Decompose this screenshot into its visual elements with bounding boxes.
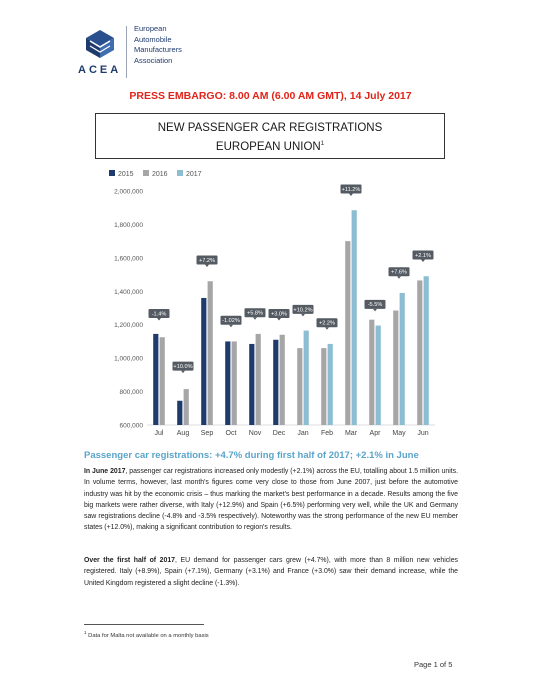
logo-line: European	[134, 24, 167, 33]
chart-title-line2: EUROPEAN UNION$^1$	[215, 140, 325, 153]
logo-text	[134, 24, 182, 66]
paragraph-text: , passenger car registrations increased only modestly (+2.1%) across the EU, totalling about 1.5 million units. In volume terms, however, last month's figures come very close to those from June 2007, just before the automotive industry was hit by the economic crisis – thus marking the market's best performance in a decade. Results among the five big markets were rather diverse, with Italy (+12.9%) and Spain (+6.5%) performing very well, while the UK and Germany saw registrations decline (-4.8% and -3.5% respectively). Noteworthy was the strong performance of the new EU member states (+12.0%), making a significant contribution to region's results.	[84, 468, 458, 532]
chart-title-box	[95, 113, 445, 159]
legend-swatch	[109, 170, 115, 176]
paragraph-june	[84, 466, 458, 534]
bar-2017	[328, 344, 333, 425]
paragraph-lead: In June 2017	[84, 468, 126, 475]
y-tick-label: 1,600,000	[114, 255, 143, 263]
acea-logo	[78, 24, 278, 84]
bar-2016	[160, 337, 165, 425]
legend-swatch	[177, 170, 183, 176]
bar-2016	[369, 320, 374, 425]
bar-2015	[225, 341, 230, 425]
section-subheading: Passenger car registrations: +4.7% during first half of 2017; +2.1% in June	[84, 450, 419, 461]
y-tick-label: 2,000,000	[114, 188, 143, 196]
bar-2016	[393, 311, 398, 425]
paragraph-text: , EU demand for passenger cars grew (+4.7%), with more than 8 million new vehicles registered. Italy (+8.9%), Spain (+7.1%), Germany (+3.1%) and France (+3.0%) saw their demand increase, while the United Kingdom registered a slight decline (-1.3%).	[84, 557, 458, 587]
annotation-label: +11.2%	[341, 186, 361, 193]
x-tick-label: Apr	[369, 430, 381, 437]
annotation-label: -1.4%	[151, 311, 167, 318]
bar-2016	[184, 389, 189, 425]
x-tick-label: Mar	[344, 430, 358, 437]
legend-label: 2017	[186, 171, 202, 178]
logo-line: Automobile	[134, 34, 172, 44]
acea-cube-icon	[82, 28, 118, 60]
x-tick-label: Dec	[272, 430, 286, 437]
bar-2016	[297, 348, 302, 425]
legend-label: 2016	[152, 171, 168, 178]
legend-swatch	[143, 170, 149, 176]
annotation-pointer	[349, 194, 353, 197]
annotation-label: +10.0%	[173, 364, 193, 371]
annotation-pointer	[157, 318, 161, 321]
chart-title-line1: NEW PASSENGER CAR REGISTRATIONS	[157, 122, 383, 134]
y-tick-label: 1,400,000	[114, 288, 143, 296]
x-tick-label: Jan	[297, 430, 309, 437]
annotation-pointer	[301, 314, 305, 317]
x-tick-label: Sep	[200, 430, 214, 437]
bar-2016	[345, 241, 350, 425]
annotation-label: +7.6%	[390, 269, 408, 276]
annotation-label: -1.02%	[222, 318, 240, 325]
bar-2017	[400, 293, 405, 425]
bar-2016	[321, 348, 326, 425]
bar-2015	[201, 298, 206, 425]
y-tick-label: 1,800,000	[114, 221, 143, 229]
annotation-pointer	[205, 265, 209, 268]
footnote: $^1$ Data for Malta not available on a monthly basis	[84, 630, 209, 639]
y-tick-label: 600,000	[119, 422, 143, 430]
x-tick-label: Feb	[320, 430, 334, 437]
bar-2017	[376, 326, 381, 425]
y-tick-label: 1,000,000	[114, 355, 143, 363]
logo-line: Association	[134, 55, 173, 65]
legend-label: 2015	[118, 171, 134, 178]
annotation-pointer	[373, 309, 377, 312]
logo-abbrev: ACEA	[78, 64, 122, 76]
annotation-label: +5.8%	[246, 310, 264, 317]
bar-2017	[424, 276, 429, 425]
bar-2017	[352, 210, 357, 425]
bar-2016	[417, 280, 422, 425]
paragraph-half-year	[84, 555, 458, 589]
bar-2015	[249, 344, 254, 425]
press-embargo: PRESS EMBARGO: 8.00 AM (6.00 AM GMT), 14 July 2017	[129, 90, 412, 102]
y-tick-label: 800,000	[119, 389, 143, 397]
bar-2015	[153, 334, 158, 425]
bar-2016	[208, 281, 213, 425]
annotation-label: -5.5%	[367, 302, 383, 309]
logo-line: Manufacturers	[134, 45, 182, 54]
annotation-label: +3.0%	[270, 311, 288, 318]
bar-2016	[280, 335, 285, 425]
y-tick-label: 1,200,000	[114, 322, 143, 330]
annotation-pointer	[325, 327, 329, 330]
x-tick-label: Jun	[417, 430, 429, 437]
page-number: Page 1 of 5	[414, 660, 453, 669]
paragraph-lead: Over the first half of 2017	[84, 557, 175, 564]
annotation-label: +2.2%	[318, 320, 336, 327]
annotation-label: +7.2%	[198, 257, 216, 264]
annotation-pointer	[421, 260, 425, 263]
annotation-pointer	[277, 318, 281, 321]
annotation-pointer	[397, 276, 401, 279]
annotation-pointer	[253, 317, 257, 320]
bar-2016	[232, 341, 237, 425]
bar-2015	[273, 340, 278, 425]
annotation-pointer	[229, 325, 233, 328]
annotation-label: +10.2%	[293, 307, 313, 314]
x-tick-label: Oct	[225, 430, 237, 437]
footnote-rule	[84, 624, 204, 625]
logo-divider	[126, 26, 127, 78]
bar-2017	[304, 331, 309, 425]
annotation-label: +2.1%	[414, 252, 432, 259]
bar-2015	[177, 401, 182, 425]
x-tick-label: Aug	[176, 430, 190, 437]
x-tick-label: Nov	[248, 430, 262, 437]
registrations-bar-chart	[95, 163, 445, 443]
footnote-ref: 1	[320, 141, 325, 147]
annotation-pointer	[181, 371, 185, 374]
x-tick-label: May	[392, 430, 406, 437]
x-tick-label: Jul	[154, 430, 164, 437]
bar-2016	[256, 334, 261, 425]
